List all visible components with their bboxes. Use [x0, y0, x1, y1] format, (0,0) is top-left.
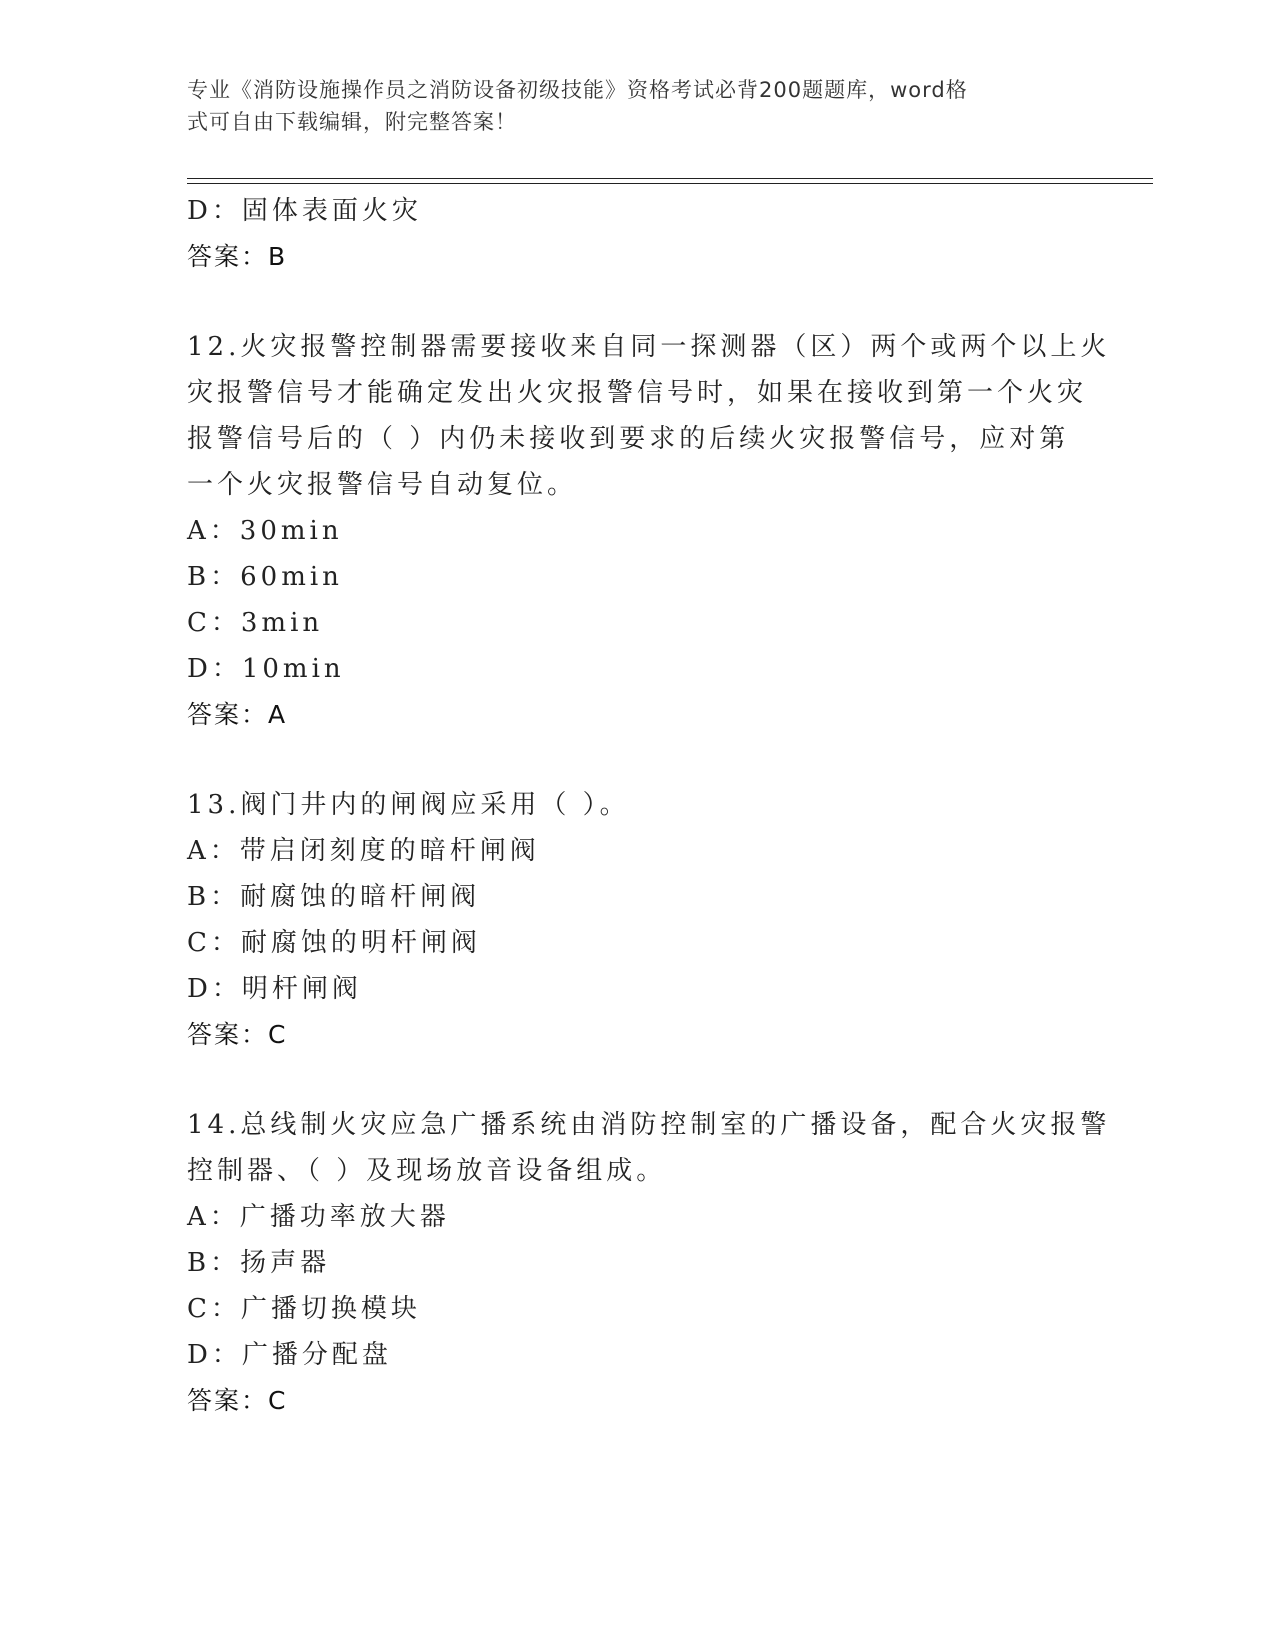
answer: 答案：A	[187, 700, 288, 729]
question-stem	[187, 1102, 1111, 1194]
stem-line: 控制器、（ ）及现场放音设备组成。	[187, 1156, 667, 1186]
header-rule-bottom	[187, 183, 1153, 184]
question-12	[187, 324, 1111, 738]
option-a: A：30min	[187, 516, 343, 546]
question-stem	[187, 782, 1087, 828]
option-d: D：固体表面火灾	[187, 196, 422, 226]
question-13	[187, 782, 1087, 1058]
question-14	[187, 1102, 1111, 1424]
option-b: B：耐腐蚀的暗杆闸阀	[187, 882, 481, 912]
question-content	[187, 188, 1111, 1424]
question-stem	[187, 324, 1111, 508]
option-a: A：广播功率放大器	[187, 1202, 450, 1232]
stem-line: 13.阀门井内的闸阀应采用（ ）。	[187, 790, 630, 820]
option-d: D：明杆闸阀	[187, 974, 362, 1004]
option-a: A：带启闭刻度的暗杆闸阀	[187, 836, 540, 866]
question-11-continued	[187, 188, 1087, 280]
option-d: D：10min	[187, 654, 345, 684]
answer: 答案：B	[187, 242, 288, 271]
header-line-1: 专业《消防设施操作员之消防设备初级技能》资格考试必背200题题库，word格	[187, 78, 968, 102]
option-c: C：3min	[187, 608, 324, 638]
header-rule-top	[187, 178, 1153, 179]
stem-line: 12.火灾报警控制器需要接收来自同一探测器（区）两个或两个以上火	[187, 332, 1111, 362]
answer: 答案：C	[187, 1386, 288, 1415]
answer: 答案：C	[187, 1020, 288, 1049]
option-b: B：60min	[187, 562, 343, 592]
option-c: C：广播切换模块	[187, 1294, 421, 1324]
stem-line: 报警信号后的（ ）内仍未接收到要求的后续火灾报警信号，应对第	[187, 424, 1070, 454]
page-header	[187, 74, 1067, 138]
stem-line: 14.总线制火灾应急广播系统由消防控制室的广播设备，配合火灾报警	[187, 1110, 1111, 1140]
stem-line: 一个火灾报警信号自动复位。	[187, 470, 578, 500]
option-b: B：扬声器	[187, 1248, 331, 1278]
option-d: D：广播分配盘	[187, 1340, 392, 1370]
stem-line: 灾报警信号才能确定发出火灾报警信号时，如果在接收到第一个火灾	[187, 378, 1088, 408]
header-line-2: 式可自由下载编辑，附完整答案！	[187, 110, 517, 134]
option-c: C：耐腐蚀的明杆闸阀	[187, 928, 481, 958]
